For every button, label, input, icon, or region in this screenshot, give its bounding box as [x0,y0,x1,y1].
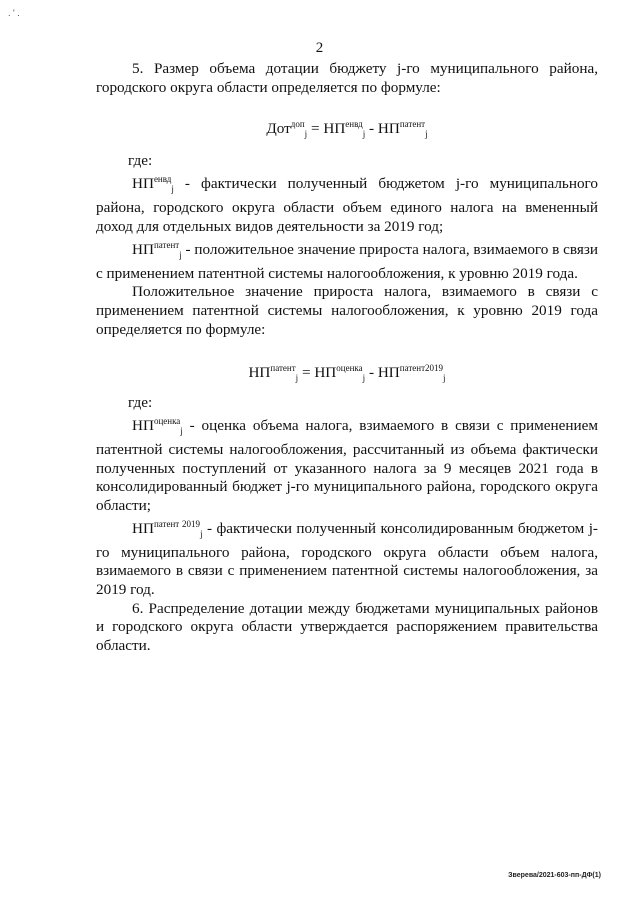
paragraph-6: 6. Распределение дотации между бюджетами муниципальных районов и городского округа области утверждается распоряжением правительства области. [96,599,598,654]
formula2-patent2019-sup: патент2019 [399,363,444,374]
paragraph-5: 5. Размер объема дотации бюджету j-го муниципального района, городского округа области определяется по формуле: [96,60,598,96]
formula2-minus: - [365,364,378,382]
def-envd-symbol: НП [132,175,154,193]
def-patent2019-sub: j [200,529,203,540]
formula2-equals: = [298,364,315,382]
definition-envd [96,170,598,236]
formula2-left-symbol: НП [248,364,271,382]
formula2-ocenka-sub: j [362,373,366,384]
formula-dotation [96,115,598,144]
formula-envd-sup: енвд [345,119,363,130]
def-ocenka-sup: оценка [153,416,181,427]
formula-equals: = [307,120,324,138]
document-body [96,60,598,655]
paragraph-positive-growth: Положительное значение прироста налога, взимаемого в связи с применением патентной системы налогообложения, к уровню 2019 года определяется по формуле: [96,283,598,338]
def-ocenka-text: - оценка объема налога, взимаемого в связи с применением патентной системы налогообложения, рассчитанный из объема фактически полученных поступлений от указанного налога за 9 месяцев 2021 года в консолидированный бюджет j-го муниципального района, городского округа области; [96,417,598,514]
where-label-1: где: [128,151,153,169]
def-ocenka-symbol: НП [132,417,154,435]
def-patent-sup: патент [153,240,180,251]
formula-patent-symbol: НП [377,120,400,138]
formula-envd-symbol: НП [323,120,346,138]
formula2-ocenka-sup: оценка [336,363,363,374]
formula-envd-sub: j [362,129,366,140]
formula-patent-sub: j [425,129,428,140]
def-envd-text: - фактически полученный бюджетом j-го муниципального района, городского округа области объем единого налога на вмененный доход для отдельных видов деятельности за 2019 год; [96,175,598,235]
formula-dot-sup: доп [290,119,305,130]
def-envd-sup: енвд [153,174,172,185]
document-footer-code: Зверева/2021-603-пп-ДФ(1) [508,872,601,879]
definition-ocenka [96,412,598,515]
definition-patent-2019 [96,515,598,599]
formula2-left-sup: патент [270,363,296,374]
page-number: 2 [315,40,324,56]
formula-minus: - [365,120,378,138]
formula-dot-sub: j [304,129,308,140]
formula-patent-sup: патент [399,119,426,130]
def-patent-text: - положительное значение прироста налога, взимаемого в связи с применением патентной системы налогообложения, к уровню 2019 года. [96,241,598,282]
formula2-ocenka-symbol: НП [314,364,337,382]
formula-dot-symbol: Дот [266,120,291,138]
corner-scan-marks: . ' . [8,8,20,18]
def-patent-symbol: НП [132,241,154,259]
def-patent2019-text: - фактически полученный консолидированным бюджетом j-го муниципального района, городского округа области объем налога, взимаемого в связи с применением патентной системы налогообложения, за 2019 год. [96,520,598,599]
where-label-2: где: [128,393,153,411]
def-patent2019-sup: патент 2019 [153,519,201,530]
formula2-patent2019-symbol: НП [377,364,400,382]
formula-patent-growth [96,359,598,388]
definition-patent [96,236,598,283]
def-ocenka-sub: j [180,426,183,437]
def-envd-sub: j [171,184,174,195]
def-patent2019-symbol: НП [132,520,154,538]
def-patent-sub: j [179,250,182,261]
formula2-left-sub: j [295,373,299,384]
formula2-patent2019-sub: j [443,373,446,384]
